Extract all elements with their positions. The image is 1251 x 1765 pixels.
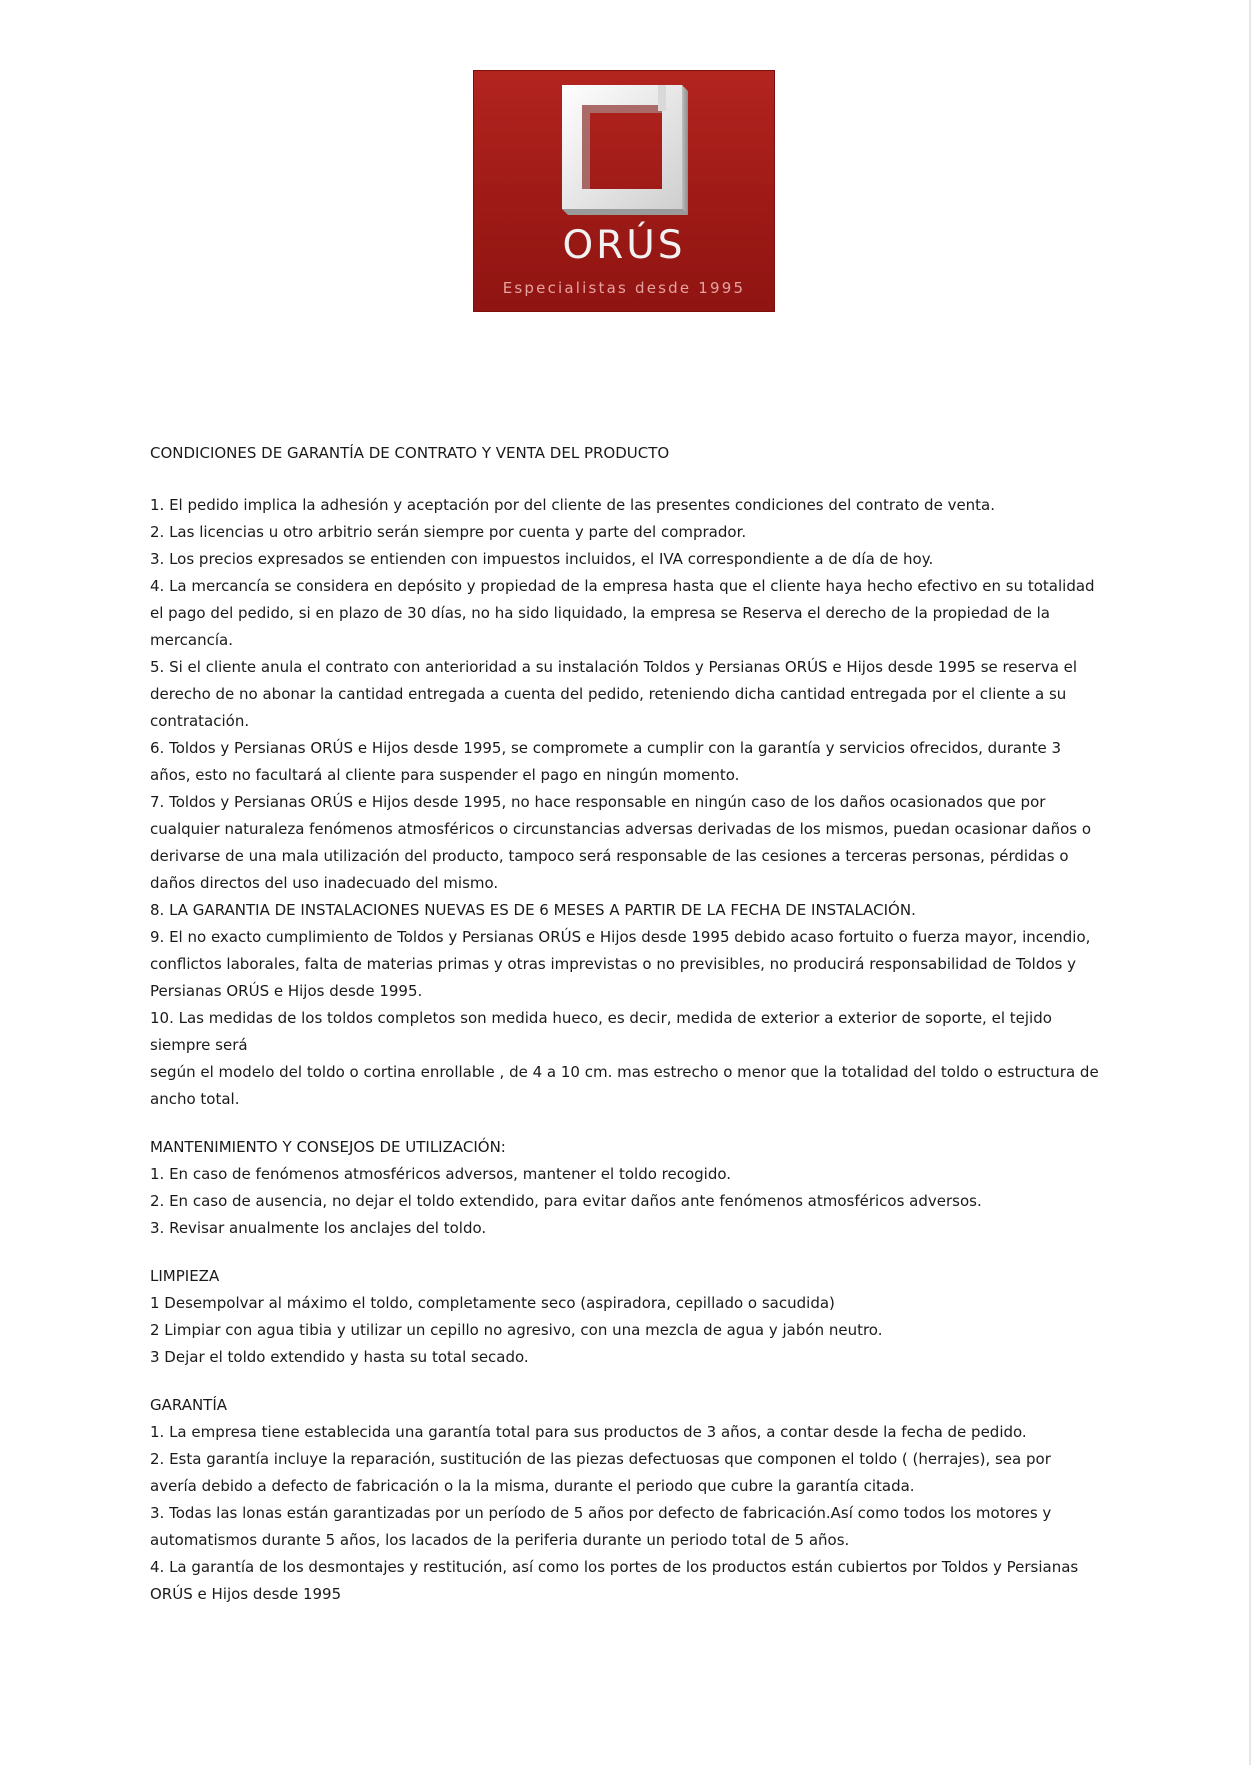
- warranty-item: 4. La garantía de los desmontajes y restitución, así como los portes de los productos están cubiertos por Toldos y Persianas ORÚS e Hijos desde 1995: [150, 1558, 1079, 1603]
- condition-item: 8. LA GARANTIA DE INSTALACIONES NUEVAS ES DE 6 MESES A PARTIR DE LA FECHA DE INSTALACIÓN.: [150, 901, 916, 919]
- condition-item: según el modelo del toldo o cortina enrollable , de 4 a 10 cm. mas estrecho o menor que la totalidad del toldo o estructura de ancho total.: [150, 1063, 1099, 1108]
- conditions-list: [150, 492, 1100, 1113]
- maintenance-item: 2. En caso de ausencia, no dejar el toldo extendido, para evitar daños ante fenómenos atmosféricos adversos.: [150, 1192, 982, 1210]
- logo-tagline: Especialistas desde 1995: [502, 279, 746, 297]
- maintenance-heading: MANTENIMIENTO Y CONSEJOS DE UTILIZACIÓN:: [150, 1138, 506, 1156]
- condition-item: 5. Si el cliente anula el contrato con anterioridad a su instalación Toldos y Persianas ORÚS e Hijos desde 1995 se reserva el derecho de no abonar la cantidad entregada a cuenta del pedido, reteniendo dicha cantidad entregada por el cliente a su contratación.: [150, 658, 1078, 730]
- maintenance-item: 3. Revisar anualmente los anclajes del toldo.: [150, 1219, 487, 1237]
- cleaning-item: 2 Limpiar con agua tibia y utilizar un cepillo no agresivo, con una mezcla de agua y jabón neutro.: [150, 1321, 883, 1339]
- company-logo: [473, 70, 775, 312]
- warranty-heading: GARANTÍA: [150, 1396, 228, 1414]
- warranty-section: [150, 1392, 1100, 1608]
- maintenance-section: [150, 1134, 1100, 1242]
- cleaning-item: 1 Desempolvar al máximo el toldo, completamente seco (aspiradora, cepillado o sacudida): [150, 1294, 835, 1312]
- document-body: [150, 440, 1100, 1608]
- condition-item: 3. Los precios expresados se entienden con impuestos incluidos, el IVA correspondiente a de día de hoy.: [150, 550, 934, 568]
- cleaning-item: 3 Dejar el toldo extendido y hasta su total secado.: [150, 1348, 529, 1366]
- cleaning-heading: LIMPIEZA: [150, 1267, 220, 1285]
- condition-item: 6. Toldos y Persianas ORÚS e Hijos desde 1995, se compromete a cumplir con la garantía y servicios ofrecidos, durante 3 años, esto no facultará al cliente para suspender el pago en ningún momento.: [150, 739, 1062, 784]
- condition-item: 9. El no exacto cumplimiento de Toldos y Persianas ORÚS e Hijos desde 1995 debido acaso fortuito o fuerza mayor, incendio, conflictos laborales, falta de materias primas y otras imprevistas o no previsibles, no producirá responsabilidad de Toldos y Persianas ORÚS e Hijos desde 1995.: [150, 928, 1091, 1000]
- logo-brand-name: ORÚS: [562, 223, 686, 268]
- condition-item: 2. Las licencias u otro arbitrio serán siempre por cuenta y parte del comprador.: [150, 523, 747, 541]
- warranty-item: 3. Todas las lonas están garantizadas por un período de 5 años por defecto de fabricación.Así como todos los motores y automatismos durante 5 años, los lacados de la periferia durante un periodo total de 5 años.: [150, 1504, 1052, 1549]
- square-frame-icon: [558, 81, 690, 219]
- warranty-item: 1. La empresa tiene establecida una garantía total para sus productos de 3 años, a contar desde la fecha de pedido.: [150, 1423, 1027, 1441]
- cleaning-section: [150, 1263, 1100, 1371]
- document-title: CONDICIONES DE GARANTÍA DE CONTRATO Y VENTA DEL PRODUCTO: [150, 444, 670, 462]
- warranty-item: 2. Esta garantía incluye la reparación, sustitución de las piezas defectuosas que componen el toldo ( (herrajes), sea por avería debido a defecto de fabricación o la la misma, durante el periodo que cubre la garantía citada.: [150, 1450, 1051, 1495]
- condition-item: 1. El pedido implica la adhesión y aceptación por del cliente de las presentes condiciones del contrato de venta.: [150, 496, 996, 514]
- condition-item: 7. Toldos y Persianas ORÚS e Hijos desde 1995, no hace responsable en ningún caso de los daños ocasionados que por cualquier naturaleza fenómenos atmosféricos o circunstancias adversas derivadas de los mismos, puedan ocasionar daños o derivarse de una mala utilización del producto, tampoco será responsable de las cesiones a terceras personas, pérdidas o daños directos del uso inadecuado del mismo.: [150, 793, 1092, 892]
- maintenance-item: 1. En caso de fenómenos atmosféricos adversos, mantener el toldo recogido.: [150, 1165, 732, 1183]
- condition-item: 10. Las medidas de los toldos completos son medida hueco, es decir, medida de exterior a exterior de soporte, el tejido siempre será: [150, 1009, 1052, 1054]
- condition-item: 4. La mercancía se considera en depósito y propiedad de la empresa hasta que el cliente haya hecho efectivo en su totalidad el pago del pedido, si en plazo de 30 días, no ha sido liquidado, la empresa se Reserva el derecho de la propiedad de la mercancía.: [150, 577, 1095, 649]
